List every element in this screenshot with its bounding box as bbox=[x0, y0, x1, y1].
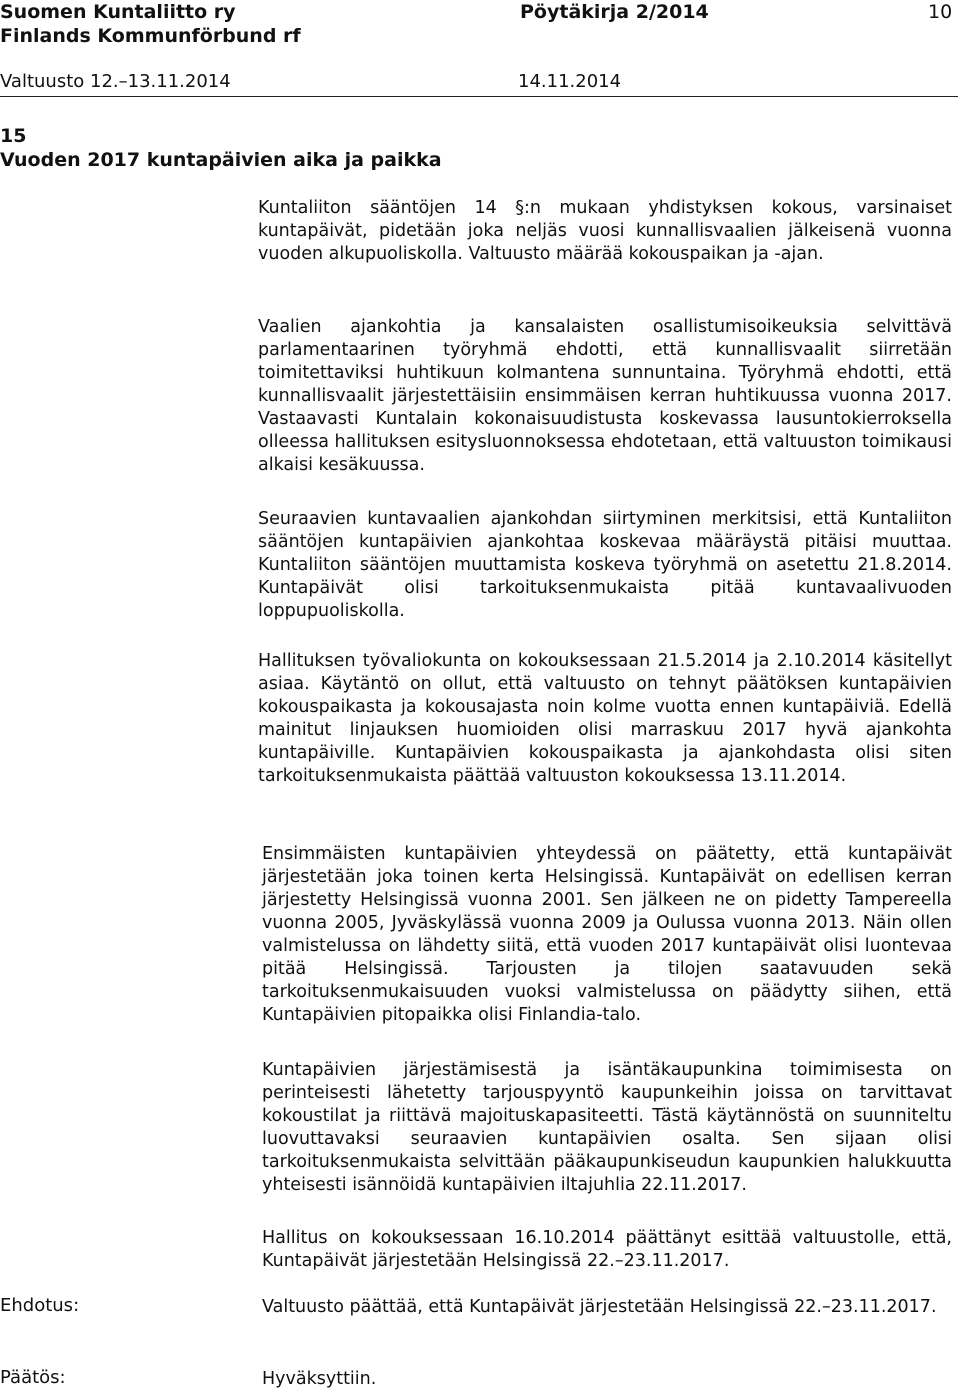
body-paragraph: Hallitus on kokouksessaan 16.10.2014 päättänyt esittää valtuustolle, että, Kuntapäivät järjestetään Helsingissä 22.–23.11.2017. bbox=[262, 1228, 952, 1271]
section-number: 15 bbox=[0, 125, 27, 147]
decision-text: Hyväksyttiin. bbox=[262, 1369, 377, 1389]
header-divider bbox=[0, 96, 958, 97]
body-paragraph: Ensimmäisten kuntapäivien yhteydessä on päätetty, että kuntapäivät järjestetään joka toinen kerta Helsingissä. Kuntapäivät on edellisen kerran järjestetty Helsingissä vuonna 2001. Sen jälkeen ne on pidetty Tampereella vuonna 2005, Jyväskylässä vuonna 2009 ja Oulussa vuonna 2013. Näin ollen valmistelussa on lähdetty siitä, että vuoden 2017 kuntapäivät olisi luontevaa pitää Helsingissä. Tarjousten ja tilojen saatavuuden sekä tarkoituksenmukaisuuden vuoksi valmistelussa on päädytty siihen, että Kuntapäivien pitopaikka olisi Finlandia-talo. bbox=[262, 844, 952, 1025]
body-paragraph: Hallituksen työvaliokunta on kokouksessaan 21.5.2014 ja 2.10.2014 käsitellyt asiaa. Käytäntö on ollut, että valtuusto on tehnyt päätöksen kuntapäivien kokouspaikasta ja kokousajasta noin kolme vuotta ennen kuntapäiviä. Edellä mainitut linjauksen huomioiden olisi marraskuu 2017 hyvä ajankohta kuntapäiville. Kuntapäivien kokouspaikasta ja ajankohdasta olisi siten tarkoituksenmukaista päättää valtuuston kokouksessa 13.11.2014. bbox=[258, 651, 952, 786]
proposal-label: Ehdotus: bbox=[0, 1295, 80, 1316]
organization-name-fi: Suomen Kuntaliitto ry bbox=[0, 1, 236, 23]
document-title: Pöytäkirja 2/2014 bbox=[520, 1, 709, 23]
body-paragraph: Kuntapäivien järjestämisestä ja isäntäkaupunkina toimimisesta on perinteisesti lähetetty tarjouspyyntö kaupunkeihin joissa on tarvittavat kokoustilat ja riittävä majoituskapasiteetti. Tästä käytännöstä on suunniteltu luovuttavaksi seuraavien kuntapäivien osalta. Sen sijaan olisi tarkoituksenmukaista selvittään pääkaupunkiseudun kaupunkien halukkuutta yhteisesti isännöidä kuntapäivien iltajuhlia 22.11.2017. bbox=[262, 1060, 952, 1195]
body-paragraph: Kuntaliiton sääntöjen 14 §:n mukaan yhdistyksen kokous, varsinaiset kuntapäivät, pidetään joka neljäs vuosi kunnallisvaalien jälkeisenä vuonna vuoden alkupuoliskolla. Valtuusto määrää kokouspaikan ja -ajan. bbox=[258, 198, 952, 264]
section-title: Vuoden 2017 kuntapäivien aika ja paikka bbox=[0, 149, 442, 171]
body-paragraph: Vaalien ajankohtia ja kansalaisten osallistumisoikeuksia selvittävä parlamentaarinen työryhmä ehdotti, että kunnallisvaalit siirretään toimitettaviksi huhtikuun kolmantena sunnuntaina. Työryhmä ehdotti, että kunnallisvaalit järjestettäisiin ensimmäisen kerran huhtikuussa vuonna 2017. Vastaavasti Kuntalain kokonaisuudistusta koskevassa lausuntokierroksella olleessa hallituksen esitysluonnoksessa ehdotetaan, että valtuuston toimikausi alkaisi kesäkuussa. bbox=[258, 317, 952, 475]
organization-name-sv: Finlands Kommunförbund rf bbox=[0, 25, 301, 47]
meeting-date: 14.11.2014 bbox=[518, 71, 622, 92]
body-paragraph: Seuraavien kuntavaalien ajankohdan siirtyminen merkitsisi, että Kuntaliiton sääntöjen kuntapäivien ajankohtaa koskevaa määräystä pitäisi muuttaa. Kuntaliiton sääntöjen muuttamista koskeva työryhmä on asetettu 21.8.2014. Kuntapäivät olisi tarkoituksenmukaista pitää kuntavaalivuoden loppupuoliskolla. bbox=[258, 509, 952, 621]
decision-label: Päätös: bbox=[0, 1367, 66, 1388]
meeting-info: Valtuusto 12.–13.11.2014 bbox=[0, 71, 231, 92]
page-number: 10 bbox=[928, 1, 953, 23]
proposal-text: Valtuusto päättää, että Kuntapäivät järjestetään Helsingissä 22.–23.11.2017. bbox=[262, 1297, 937, 1317]
